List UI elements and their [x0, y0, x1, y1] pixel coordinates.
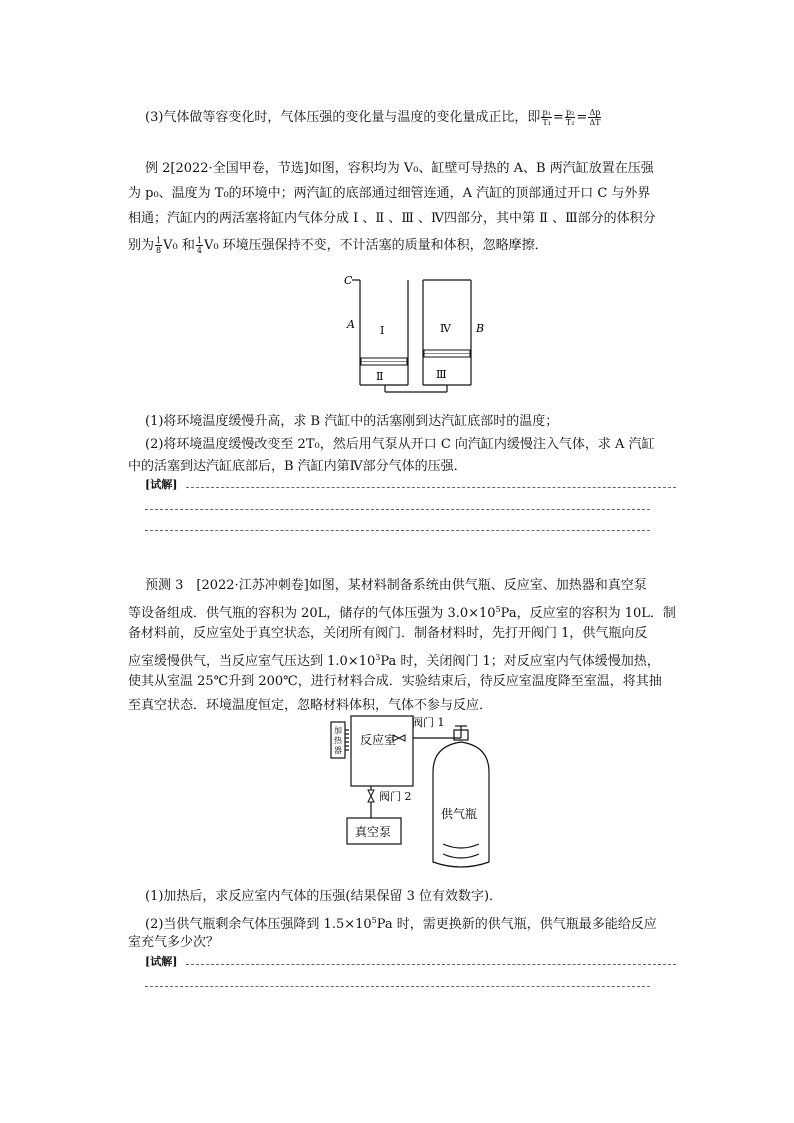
heater-char-3: 器 — [334, 746, 342, 755]
answer-line — [186, 964, 676, 965]
answer-line — [186, 487, 676, 488]
fraction-one-quarter: $\frac{1}{4}$ — [196, 236, 202, 255]
heater-char-1: 加 — [334, 726, 342, 735]
example2-line3: 相通；汽缸内的两活塞将缸内气体分成 Ⅰ 、Ⅱ 、Ⅲ 、Ⅳ四部分，其中第 Ⅱ 、Ⅲ部分的体积分 — [128, 211, 656, 226]
label-c: C — [344, 274, 353, 287]
apparatus-figure — [325, 712, 525, 880]
example2-line4: 别为 $\frac{1}{8}$ V₀ 和 $\frac{1}{4}$ V₀ 环境压强保持不变，不计活塞的质量和体积，忽略摩擦． — [128, 236, 548, 255]
fraction-p1-t1: $\frac{\text{p₁}}{\text{T₁}}$ — [542, 108, 551, 127]
example2-question2a: (2)将环境温度缓慢改变至 2T₀，然后用气泵从开口 C 向汽缸内缓慢注入气体，求 A 汽缸 — [145, 437, 655, 452]
region-ii: Ⅱ — [376, 370, 384, 383]
prediction3-line5: 使其从室温 25℃升到 200℃，进行材料合成．实验结束后，待反应室温度降至室温，将其抽 — [128, 674, 662, 689]
prediction3-question1: (1)加热后，求反应室内气体的压强(结果保留 3 位有效数字)． — [145, 889, 503, 904]
valve1-label: 阀门 1 — [412, 716, 445, 729]
valve2-label: 阀门 2 — [379, 790, 412, 803]
region-iv: Ⅳ — [440, 322, 451, 335]
reaction-chamber-box — [351, 716, 413, 786]
statement-3: (3)气体做等容变化时，气体压强的变化量与温度的变化量成正比，即 $\frac{\text{p₁}}{\text{T₁}}$ = $\frac{\text{p₂}}{\text{T₂}}$ = $\frac{\Delta p}{\Delta T}$ — [145, 108, 601, 127]
example2-line2: 为 p₀、温度为 T₀的环境中；两汽缸的底部通过细管连通，A 汽缸的顶部通过开口 C 与外界 — [128, 186, 651, 201]
fraction-dp-dt: $\frac{\Delta p}{\Delta T}$ — [589, 108, 601, 127]
region-i: Ⅰ — [380, 324, 385, 337]
reaction-chamber-label: 反应室 — [360, 733, 397, 747]
valve2-icon — [368, 790, 374, 802]
prediction3-line2: 等设备组成．供气瓶的容积为 20L，储存的气体压强为 $3.0\times 10^5Pa$，反应室的容积为 10L．制 — [128, 605, 676, 621]
cylinder-figure — [330, 270, 500, 400]
fraction-one-eighth: $\frac{1}{8}$ — [156, 236, 162, 255]
prediction3-line1: 预测 3 [2022·江苏冲刺卷]如图，某材料制备系统由供气瓶、反应室、加热器和真空泵 — [145, 578, 647, 593]
example2-question2b: 中的活塞到达汽缸底部后，B 汽缸内第Ⅳ部分气体的压强． — [128, 459, 467, 474]
example2-question1: (1)将环境温度缓慢升高，求 B 汽缸中的活塞刚到达汽缸底部时的温度； — [145, 414, 559, 429]
example2-line1: 例 2[2022·全国甲卷，节选]如图，容积均为 V₀、缸壁可导热的 A、B 两汽缸放置在压强 — [145, 161, 654, 176]
label-b: B — [476, 322, 485, 335]
prediction3-question2b: 室充气多少次？ — [128, 935, 220, 950]
statement-3-text: (3)气体做等容变化时，气体压强的变化量与温度的变化量成正比，即 — [145, 110, 541, 125]
heater-char-2: 热 — [334, 736, 342, 745]
prediction3-line4: 应室缓慢供气，当反应室气压达到 $1.0\times 10^3Pa$ 时，关闭阀门 1；对反应室内气体缓慢加热， — [128, 653, 660, 669]
prediction3-line3: 备材料前，反应室处于真空状态，关闭所有阀门．制备材料时，先打开阀门 1，供气瓶向反 — [128, 626, 648, 641]
vacuum-pump-label: 真空泵 — [355, 825, 392, 839]
answer-line — [145, 509, 650, 510]
gas-bottle-label: 供气瓶 — [441, 807, 478, 821]
label-a: A — [347, 318, 355, 331]
answer-line — [145, 986, 650, 987]
prediction3-question2a: (2)当供气瓶剩余气体压强降到 $1.5\times 10^5Pa$ 时，需更换新的供气瓶，供气瓶最多能给反应 — [145, 916, 657, 932]
fraction-p2-t2: $\frac{\text{p₂}}{\text{T₂}}$ — [565, 108, 575, 127]
region-iii: Ⅲ — [436, 368, 447, 381]
prediction3-line6: 至真空状态．环境温度恒定，忽略材料体积，气体不参与反应． — [128, 698, 493, 713]
trial-solution-label-1: [试解] — [145, 478, 178, 491]
answer-line — [145, 530, 650, 531]
trial-solution-label-2: [试解] — [145, 955, 178, 968]
